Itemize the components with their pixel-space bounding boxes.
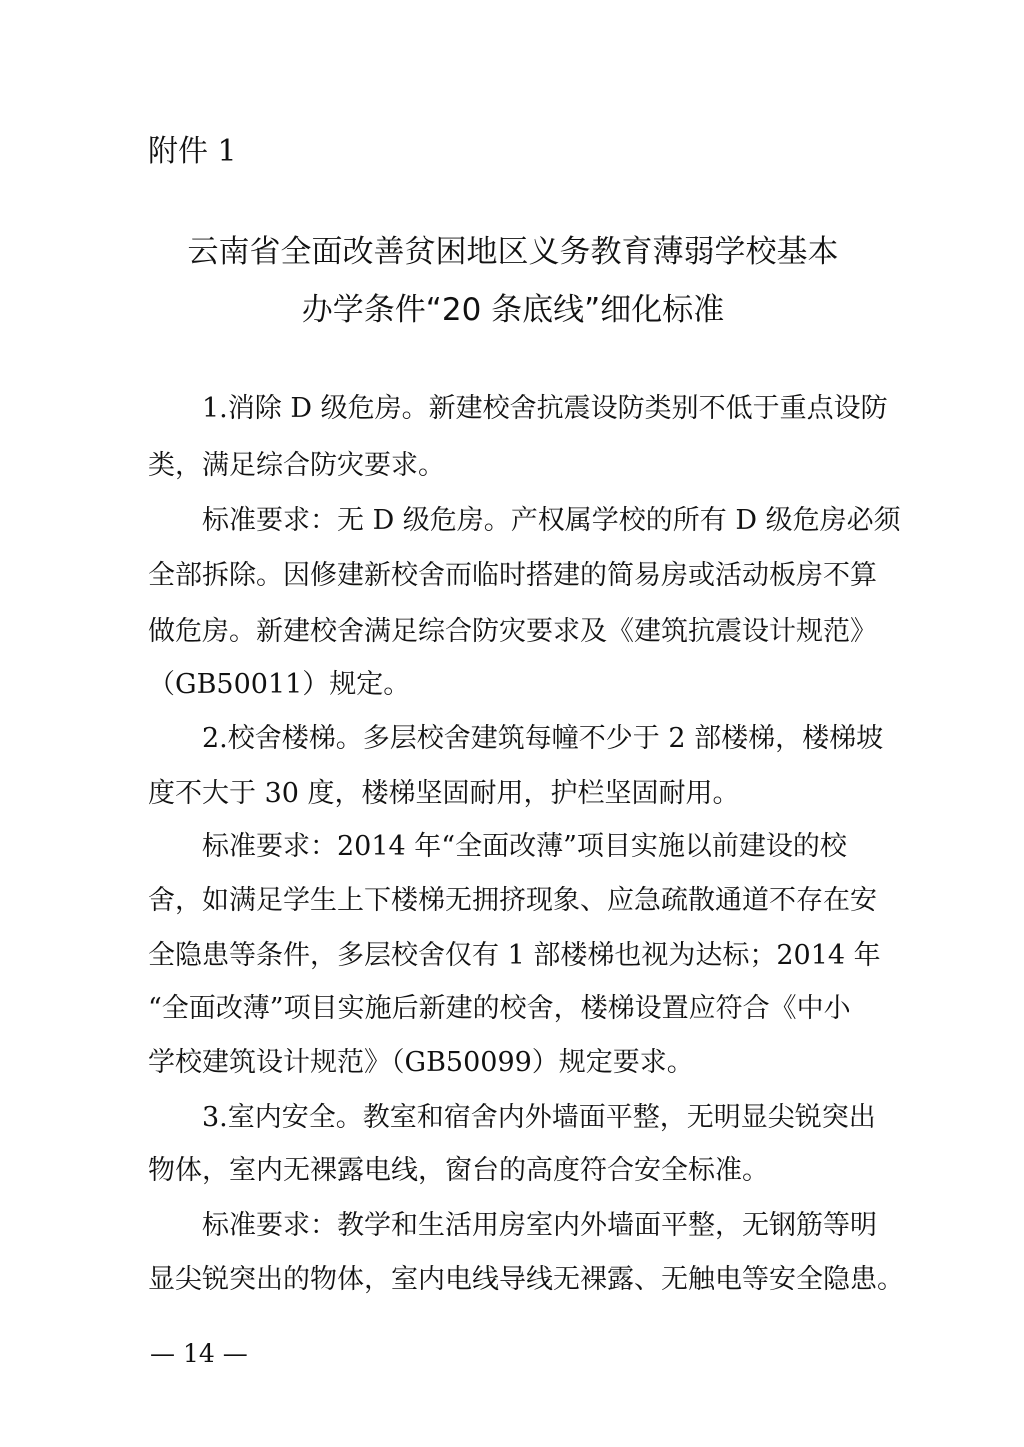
document-title-line-2: 办学条件“20 条底线”细化标准 [301, 292, 725, 328]
section-1-standard-line-2: 全部拆除。因修建新校舍而临时搭建的简易房或活动板房不算 [148, 560, 877, 591]
section-1-standard-line-3: 做危房。新建校舍满足综合防灾要求及《建筑抗震设计规范》 [148, 616, 877, 647]
section-2-standard-line-3: 全隐患等条件，多层校舍仅有 1 部楼梯也视为达标；2014 年 [148, 940, 881, 971]
document-title-line-1: 云南省全面改善贫困地区义务教育薄弱学校基本 [187, 234, 839, 270]
section-3-heading-line-2: 物体，室内无裸露电线，窗台的高度符合安全标准。 [148, 1155, 769, 1186]
section-2-heading-line-2: 度不大于 30 度，楼梯坚固耐用，护栏坚固耐用。 [148, 778, 740, 809]
section-1-heading-line-2: 类，满足综合防灾要求。 [148, 450, 445, 481]
section-2-standard-line-1: 标准要求：2014 年“全面改薄”项目实施以前建设的校 [202, 831, 847, 862]
section-3-heading-line-1: 3.室内安全。教室和宿舍内外墙面平整，无明显尖锐突出 [202, 1102, 876, 1133]
section-1-standard-line-4: （GB50011）规定。 [148, 669, 411, 700]
section-1-heading-line-1: 1.消除 D 级危房。新建校舍抗震设防类别不低于重点设防 [202, 393, 888, 424]
attachment-label: 附件 1 [148, 134, 237, 169]
section-1-standard-line-1: 标准要求：无 D 级危房。产权属学校的所有 D 级危房必须 [202, 505, 901, 536]
section-2-standard-line-4: “全面改薄”项目实施后新建的校舍，楼梯设置应符合《中小 [148, 993, 851, 1024]
section-2-standard-line-5: 学校建筑设计规范》（GB50099）规定要求。 [148, 1047, 694, 1078]
page-number: — 14 — [150, 1339, 248, 1368]
section-2-heading-line-1: 2.校舍楼梯。多层校舍建筑每幢不少于 2 部楼梯，楼梯坡 [202, 723, 884, 754]
section-3-standard-line-2: 显尖锐突出的物体，室内电线导线无裸露、无触电等安全隐患。 [148, 1264, 904, 1295]
section-3-standard-line-1: 标准要求：教学和生活用房室内外墙面平整，无钢筋等明 [202, 1210, 877, 1241]
section-2-standard-line-2: 舍，如满足学生上下楼梯无拥挤现象、应急疏散通道不存在安 [148, 885, 877, 916]
